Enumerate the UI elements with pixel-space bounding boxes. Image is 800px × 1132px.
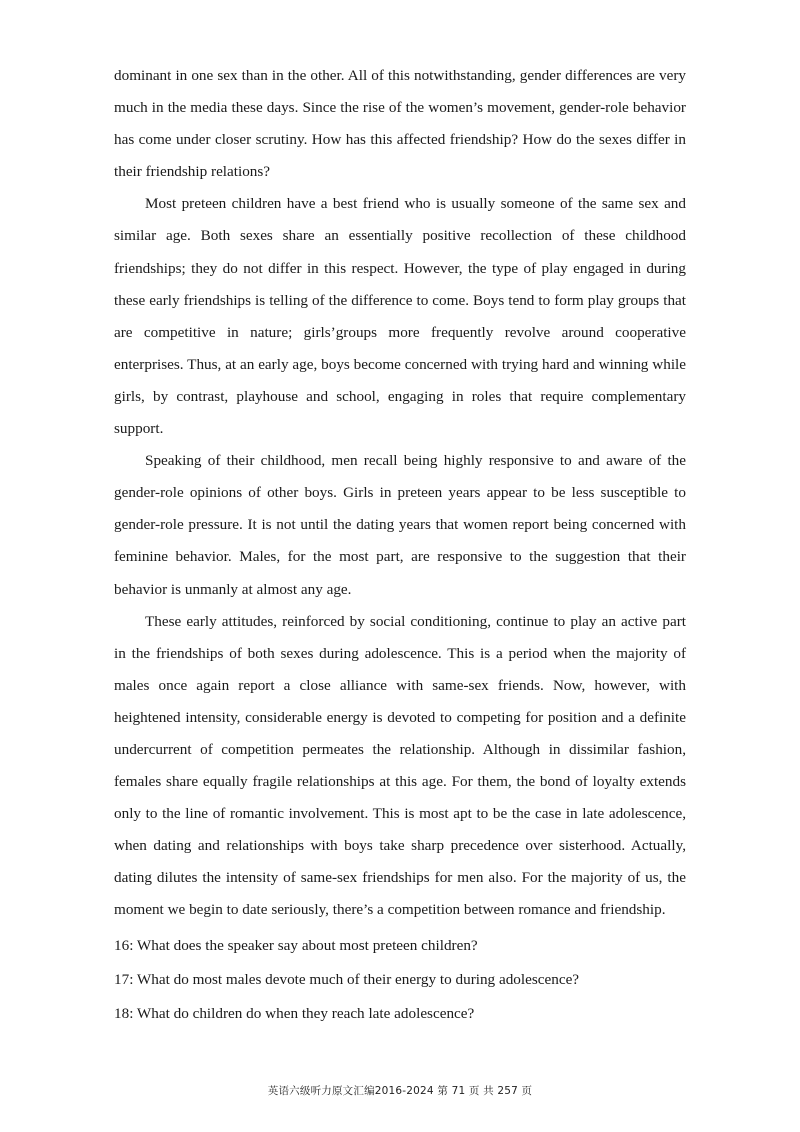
question-16: 16: What does the speaker say about most preteen children? bbox=[114, 936, 478, 954]
paragraph-1: dominant in one sex than in the other. All of this notwithstanding, gender differences are very much in the media these days. Since the rise of the women’s movement, gender-role behavior has come under closer scrutiny. How has this affected friendship? How do the sexes differ in their friendship relations? bbox=[114, 67, 686, 181]
paragraph-3: Speaking of their childhood, men recall being highly responsive to and aware of the gender-role opinions of other boys. Girls in preteen years appear to be less susceptible to gender-role pressure. It is not until the dating years that women report being concerned with feminine behavior. Males, for the most part, are responsive to the suggestion that their behavior is unmanly at almost any age. bbox=[114, 452, 686, 598]
question-list bbox=[114, 929, 686, 1031]
paragraph-2: Most preteen children have a best friend who is usually someone of the same sex and similar age. Both sexes share an essentially positive recollection of these childhood friendships; they do not differ in this respect. However, the type of play engaged in during these early friendships is telling of the difference to come. Boys tend to form play groups that are competitive in nature; girls’groups more frequently revolve around cooperative enterprises. Thus, at an early age, boys become concerned with trying hard and winning while girls, by contrast, playhouse and school, engaging in roles that require complementary support. bbox=[114, 195, 686, 438]
page-footer: 英语六级听力原文汇编2016-2024 第 71 页 共 257 页 bbox=[267, 1085, 533, 1097]
document-body bbox=[114, 60, 686, 1031]
paragraph-4: These early attitudes, reinforced by social conditioning, continue to play an active part in the friendships of both sexes during adolescence. This is a period when the majority of males once again report a close alliance with same-sex friends. Now, however, with heightened intensity, considerable energy is devoted to competing for position and a definite undercurrent of competition permeates the relationship. Although in dissimilar fashion, females share equally fragile relationships at this age. For them, the bond of loyalty extends only to the line of romantic involvement. This is most apt to be the case in late adolescence, when dating and relationships with boys take sharp precedence over sisterhood. Actually, dating dilutes the intensity of same-sex friendships for men also. For the majority of us, the moment we begin to date seriously, there’s a competition between romance and friendship. bbox=[114, 612, 686, 919]
question-18: 18: What do children do when they reach late adolescence? bbox=[114, 1004, 475, 1022]
question-17: 17: What do most males devote much of their energy to during adolescence? bbox=[114, 970, 580, 988]
